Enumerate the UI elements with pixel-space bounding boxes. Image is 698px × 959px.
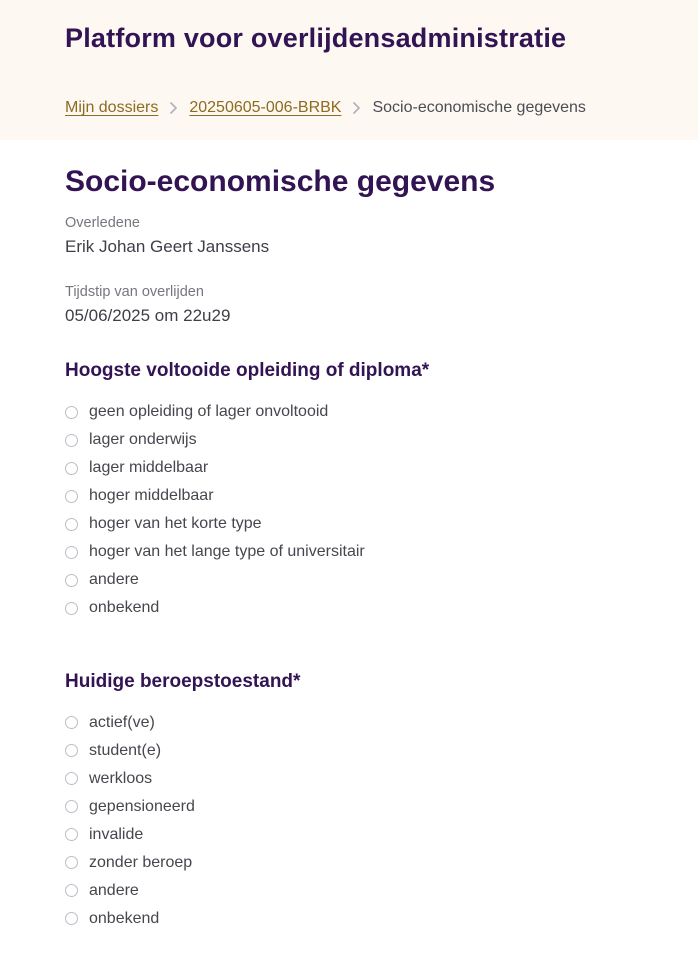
radio-option-label: invalide: [89, 825, 144, 843]
radio-button[interactable]: [65, 772, 78, 785]
radio-button[interactable]: [65, 490, 78, 503]
radio-option-label: lager middelbaar: [89, 459, 209, 477]
radio-button[interactable]: [65, 828, 78, 841]
radio-option-andere-beroep[interactable]: [65, 877, 633, 905]
radio-button[interactable]: [65, 800, 78, 813]
breadcrumb-current-page: Socio-economische gegevens: [372, 99, 586, 117]
radio-button[interactable]: [65, 518, 78, 531]
radio-option-label: werkloos: [89, 769, 153, 787]
chevron-right-icon: [352, 101, 361, 115]
page-title: Socio-economische gegevens: [65, 165, 496, 199]
radio-option-lager-middelbaar[interactable]: [65, 454, 633, 482]
radio-option-gepensioneerd[interactable]: [65, 793, 633, 821]
main-content: [0, 140, 698, 959]
chevron-right-icon: [169, 101, 178, 115]
radio-button[interactable]: [65, 856, 78, 869]
radio-option-invalide[interactable]: [65, 821, 633, 849]
time-of-death-info: [65, 282, 633, 327]
radio-button[interactable]: [65, 434, 78, 447]
radio-option-label: zonder beroep: [89, 853, 193, 871]
radio-button[interactable]: [65, 912, 78, 925]
breadcrumb-link-mijn-dossiers[interactable]: Mijn dossiers: [65, 99, 159, 117]
radio-option-lager-onderwijs[interactable]: [65, 426, 633, 454]
section-heading-occupation: Huidige beroepstoestand*: [65, 671, 301, 693]
radio-option-label: gepensioneerd: [89, 797, 195, 815]
radio-option-actief[interactable]: [65, 709, 633, 737]
radio-option-zonder-beroep[interactable]: [65, 849, 633, 877]
radio-option-label: geen opleiding of lager onvoltooid: [89, 403, 329, 421]
radio-option-label: lager onderwijs: [89, 431, 197, 449]
radio-option-andere-opleiding[interactable]: [65, 566, 633, 594]
radio-option-label: onbekend: [89, 909, 160, 927]
radio-option-label: onbekend: [89, 599, 160, 617]
radio-button[interactable]: [65, 884, 78, 897]
deceased-info: [65, 213, 633, 258]
time-of-death-value: 05/06/2025 om 22u29: [65, 306, 231, 326]
section-heading-education: Hoogste voltooide opleiding of diploma*: [65, 360, 430, 382]
section-occupation: [65, 670, 633, 933]
radio-option-geen-opleiding[interactable]: [65, 398, 633, 426]
radio-option-hoger-middelbaar[interactable]: [65, 482, 633, 510]
radio-group-occupation: [65, 709, 633, 933]
radio-option-label: actief(ve): [89, 713, 155, 731]
radio-option-label: hoger middelbaar: [89, 487, 214, 505]
breadcrumb: [65, 98, 633, 118]
radio-option-label: hoger van het korte type: [89, 515, 262, 533]
section-education: [65, 359, 633, 622]
radio-option-label: hoger van het lange type of universitair: [89, 543, 365, 561]
radio-option-label: andere: [89, 571, 139, 589]
radio-group-education: [65, 398, 633, 622]
app-title: Platform voor overlijdensadministratie: [65, 23, 567, 53]
radio-option-hoger-korte-type[interactable]: [65, 510, 633, 538]
app-header: [0, 0, 698, 140]
radio-button[interactable]: [65, 546, 78, 559]
time-of-death-label: Tijdstip van overlijden: [65, 284, 204, 301]
radio-button[interactable]: [65, 744, 78, 757]
radio-button[interactable]: [65, 406, 78, 419]
radio-option-student[interactable]: [65, 737, 633, 765]
radio-button[interactable]: [65, 574, 78, 587]
radio-option-onbekend-opleiding[interactable]: [65, 594, 633, 622]
radio-option-label: student(e): [89, 741, 162, 759]
breadcrumb-link-dossier-number[interactable]: 20250605-006-BRBK: [189, 99, 342, 117]
radio-option-hoger-lange-type[interactable]: [65, 538, 633, 566]
radio-option-label: andere: [89, 881, 139, 899]
radio-option-onbekend-beroep[interactable]: [65, 905, 633, 933]
radio-button[interactable]: [65, 716, 78, 729]
radio-option-werkloos[interactable]: [65, 765, 633, 793]
deceased-label: Overledene: [65, 215, 140, 232]
radio-button[interactable]: [65, 602, 78, 615]
deceased-name: Erik Johan Geert Janssens: [65, 237, 270, 257]
radio-button[interactable]: [65, 462, 78, 475]
